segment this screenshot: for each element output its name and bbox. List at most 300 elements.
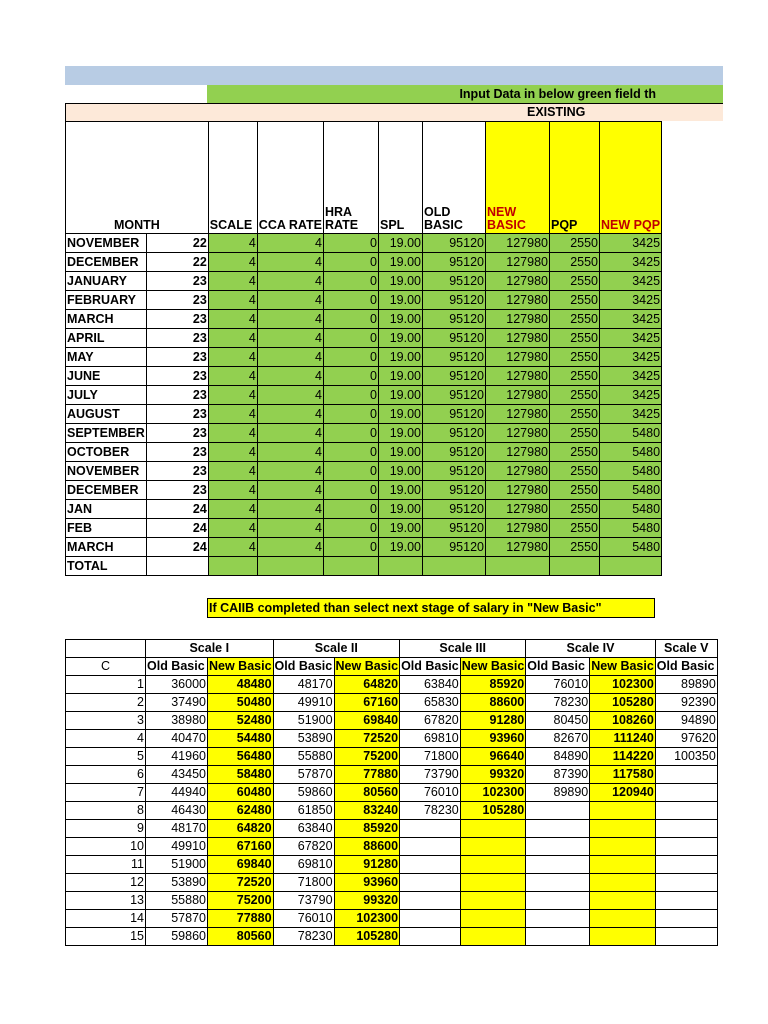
- new-basic-cell: [460, 856, 526, 874]
- stage-number: 5: [66, 748, 146, 766]
- scale-input[interactable]: 4: [208, 519, 257, 538]
- new-basic-cell: [460, 928, 526, 946]
- table-row: [66, 676, 718, 694]
- new-pqp-input[interactable]: 5480: [600, 462, 662, 481]
- new-basic-cell: 99320: [460, 766, 526, 784]
- new-basic-cell: 54480: [208, 730, 274, 748]
- scale-input[interactable]: 4: [208, 348, 257, 367]
- hra-input[interactable]: 0: [324, 424, 379, 443]
- new-basic-cell: 72520: [334, 730, 400, 748]
- new-basic-cell: [460, 838, 526, 856]
- table-row: [66, 838, 718, 856]
- pqp-input[interactable]: 2550: [550, 481, 600, 500]
- hra-input[interactable]: 0: [324, 481, 379, 500]
- new-basic-input[interactable]: 127980: [486, 386, 550, 405]
- month-cell: MAY: [66, 348, 147, 367]
- new-basic-cell: [590, 874, 656, 892]
- table-row: [66, 538, 662, 557]
- cca-input[interactable]: 4: [257, 443, 323, 462]
- new-pqp-input[interactable]: 3425: [600, 310, 662, 329]
- scale-input[interactable]: 4: [208, 234, 257, 253]
- new-pqp-input[interactable]: 3425: [600, 272, 662, 291]
- new-pqp-input[interactable]: 3425: [600, 367, 662, 386]
- new-pqp-input[interactable]: 3425: [600, 291, 662, 310]
- old-basic-cell: 63840: [273, 820, 334, 838]
- old-basic-input[interactable]: 95120: [423, 519, 486, 538]
- hra-input[interactable]: 0: [324, 386, 379, 405]
- new-basic-input[interactable]: 127980: [486, 424, 550, 443]
- hra-input[interactable]: 0: [324, 348, 379, 367]
- cca-input[interactable]: 4: [257, 386, 323, 405]
- spl-input[interactable]: 19.00: [379, 424, 423, 443]
- new-basic-input[interactable]: 127980: [486, 519, 550, 538]
- table-row: [66, 712, 718, 730]
- scale-input[interactable]: 4: [208, 405, 257, 424]
- old-basic-cell: 80450: [526, 712, 590, 730]
- hra-input[interactable]: 0: [324, 367, 379, 386]
- old-basic-cell: 59860: [273, 784, 334, 802]
- new-pqp-input[interactable]: 5480: [600, 443, 662, 462]
- header-new-basic: [486, 122, 550, 234]
- table-row: [66, 928, 718, 946]
- spl-input[interactable]: 19.00: [379, 367, 423, 386]
- header-cca: CCA RATE: [257, 122, 323, 234]
- spl-input[interactable]: 19.00: [379, 462, 423, 481]
- old-basic-input[interactable]: 95120: [423, 462, 486, 481]
- new-basic-cell: [590, 928, 656, 946]
- total-blank: [146, 557, 208, 576]
- new-basic-cell: 102300: [460, 784, 526, 802]
- cca-input[interactable]: 4: [257, 424, 323, 443]
- scale-input[interactable]: 4: [208, 538, 257, 557]
- stage-number: 13: [66, 892, 146, 910]
- old-basic-cell: 73790: [400, 766, 461, 784]
- new-basic-input[interactable]: 127980: [486, 253, 550, 272]
- new-basic-cell: 77880: [208, 910, 274, 928]
- pqp-input[interactable]: 2550: [550, 462, 600, 481]
- old-basic-cell: [400, 856, 461, 874]
- cca-input[interactable]: 4: [257, 234, 323, 253]
- new-basic-cell: 62480: [208, 802, 274, 820]
- spl-input[interactable]: 19.00: [379, 253, 423, 272]
- pqp-input[interactable]: 2550: [550, 424, 600, 443]
- year-cell: 24: [146, 538, 208, 557]
- new-pqp-input[interactable]: 5480: [600, 500, 662, 519]
- hra-input[interactable]: 0: [324, 538, 379, 557]
- scale-input[interactable]: 4: [208, 329, 257, 348]
- spl-input[interactable]: 19.00: [379, 329, 423, 348]
- caiib-note-text: If CAIIB completed than select next stage of salary in "New Basic": [209, 601, 602, 615]
- table-row: [66, 802, 718, 820]
- old-basic-input[interactable]: 95120: [423, 348, 486, 367]
- new-basic-input[interactable]: 127980: [486, 500, 550, 519]
- month-cell: MARCH: [66, 310, 147, 329]
- old-basic-cell: 55880: [273, 748, 334, 766]
- year-cell: 23: [146, 348, 208, 367]
- year-cell: 23: [146, 424, 208, 443]
- cca-input[interactable]: 4: [257, 500, 323, 519]
- old-basic-input[interactable]: 95120: [423, 538, 486, 557]
- spl-input[interactable]: 19.00: [379, 405, 423, 424]
- old-basic-input[interactable]: 95120: [423, 310, 486, 329]
- new-basic-cell: 88600: [460, 694, 526, 712]
- scale-input[interactable]: 4: [208, 443, 257, 462]
- old-basic-cell: 87390: [526, 766, 590, 784]
- stage-number: 11: [66, 856, 146, 874]
- pqp-input[interactable]: 2550: [550, 234, 600, 253]
- old-basic-cell: [526, 910, 590, 928]
- new-basic-cell: 111240: [590, 730, 656, 748]
- year-cell: 23: [146, 481, 208, 500]
- old-basic-input[interactable]: 95120: [423, 500, 486, 519]
- pqp-input[interactable]: 2550: [550, 519, 600, 538]
- new-pqp-input[interactable]: 3425: [600, 329, 662, 348]
- month-cell: DECEMBER: [66, 481, 147, 500]
- old-basic-input[interactable]: 95120: [423, 253, 486, 272]
- total-cell: [324, 557, 379, 576]
- new-pqp-input[interactable]: 5480: [600, 424, 662, 443]
- new-basic-input[interactable]: 127980: [486, 272, 550, 291]
- new-basic-input[interactable]: 127980: [486, 405, 550, 424]
- old-basic-cell: 78230: [273, 928, 334, 946]
- table-row: [66, 481, 662, 500]
- pqp-input[interactable]: 2550: [550, 538, 600, 557]
- table-row: [66, 694, 718, 712]
- scale-header-5: Scale V: [655, 640, 717, 658]
- total-cell: [208, 557, 257, 576]
- stage-number: 6: [66, 766, 146, 784]
- cca-input[interactable]: 4: [257, 538, 323, 557]
- new-basic-input[interactable]: 127980: [486, 481, 550, 500]
- scale-header-row: [66, 640, 718, 658]
- old-basic-cell: 89890: [526, 784, 590, 802]
- old-basic-input[interactable]: 95120: [423, 291, 486, 310]
- month-cell: APRIL: [66, 329, 147, 348]
- table-row: [66, 310, 662, 329]
- spl-input[interactable]: 19.00: [379, 538, 423, 557]
- new-basic-input[interactable]: 127980: [486, 538, 550, 557]
- table-row: [66, 424, 662, 443]
- old-basic-cell: [526, 928, 590, 946]
- new-basic-cell: [590, 838, 656, 856]
- pqp-input[interactable]: 2550: [550, 291, 600, 310]
- new-basic-cell: 72520: [208, 874, 274, 892]
- new-basic-header: New Basic: [460, 658, 526, 676]
- year-cell: 23: [146, 291, 208, 310]
- old-basic-cell: 51900: [273, 712, 334, 730]
- old-basic-cell: 84890: [526, 748, 590, 766]
- table-row: [66, 386, 662, 405]
- new-basic-cell: [590, 802, 656, 820]
- pqp-input[interactable]: 2550: [550, 348, 600, 367]
- table-row: [66, 766, 718, 784]
- cca-input[interactable]: 4: [257, 462, 323, 481]
- total-row: [66, 557, 662, 576]
- new-basic-cell: 52480: [208, 712, 274, 730]
- table-row: [66, 856, 718, 874]
- month-cell: FEB: [66, 519, 147, 538]
- new-basic-cell: 80560: [208, 928, 274, 946]
- new-pqp-input[interactable]: 5480: [600, 481, 662, 500]
- header-old-line2: BASIC: [424, 218, 463, 232]
- year-cell: 23: [146, 310, 208, 329]
- header-hra-line1: HRA: [325, 205, 353, 219]
- old-basic-cell: 73790: [273, 892, 334, 910]
- cca-input[interactable]: 4: [257, 405, 323, 424]
- old-basic-cell: 48170: [146, 820, 208, 838]
- month-cell: JANUARY: [66, 272, 147, 291]
- new-basic-cell: 56480: [208, 748, 274, 766]
- header-new-line1: NEW: [487, 205, 517, 219]
- new-pqp-input[interactable]: 3425: [600, 348, 662, 367]
- new-basic-cell: 117580: [590, 766, 656, 784]
- scale-header-4: Scale IV: [526, 640, 656, 658]
- spl-input[interactable]: 19.00: [379, 291, 423, 310]
- pqp-input[interactable]: 2550: [550, 500, 600, 519]
- spl-input[interactable]: 19.00: [379, 348, 423, 367]
- cca-input[interactable]: 4: [257, 253, 323, 272]
- hra-input[interactable]: 0: [324, 405, 379, 424]
- cca-input[interactable]: 4: [257, 348, 323, 367]
- year-cell: 23: [146, 386, 208, 405]
- new-pqp-input[interactable]: 3425: [600, 234, 662, 253]
- new-basic-cell: 69840: [208, 856, 274, 874]
- new-pqp-input[interactable]: 5480: [600, 538, 662, 557]
- old-basic-input[interactable]: 95120: [423, 367, 486, 386]
- old-basic-cell: 89890: [655, 676, 717, 694]
- new-pqp-input[interactable]: 3425: [600, 405, 662, 424]
- year-cell: 24: [146, 500, 208, 519]
- scale-input[interactable]: 4: [208, 291, 257, 310]
- scale-input[interactable]: 4: [208, 272, 257, 291]
- pqp-input[interactable]: 2550: [550, 386, 600, 405]
- hra-input[interactable]: 0: [324, 291, 379, 310]
- year-cell: 23: [146, 367, 208, 386]
- old-basic-cell: 76010: [400, 784, 461, 802]
- table-row: [66, 253, 662, 272]
- old-basic-input[interactable]: 95120: [423, 481, 486, 500]
- old-basic-cell: 55880: [146, 892, 208, 910]
- new-basic-cell: 64820: [208, 820, 274, 838]
- new-basic-cell: 102300: [590, 676, 656, 694]
- pqp-input[interactable]: 2550: [550, 329, 600, 348]
- scale-header-1: Scale I: [146, 640, 274, 658]
- header-scale: SCALE: [208, 122, 257, 234]
- new-basic-cell: 88600: [334, 838, 400, 856]
- old-basic-cell: 69810: [273, 856, 334, 874]
- old-basic-input[interactable]: 95120: [423, 405, 486, 424]
- cca-input[interactable]: 4: [257, 481, 323, 500]
- old-basic-cell: [655, 856, 717, 874]
- old-basic-input[interactable]: 95120: [423, 329, 486, 348]
- header-month: MONTH: [66, 122, 209, 234]
- stage-number: 2: [66, 694, 146, 712]
- existing-band: [65, 103, 723, 121]
- new-basic-input[interactable]: 127980: [486, 443, 550, 462]
- year-cell: 23: [146, 405, 208, 424]
- table-row: [66, 329, 662, 348]
- caiib-note: [207, 598, 655, 618]
- old-basic-input[interactable]: 95120: [423, 443, 486, 462]
- new-basic-cell: 105280: [590, 694, 656, 712]
- month-cell: MARCH: [66, 538, 147, 557]
- spl-input[interactable]: 19.00: [379, 481, 423, 500]
- new-basic-cell: [460, 910, 526, 928]
- total-cell: [379, 557, 423, 576]
- spl-input[interactable]: 19.00: [379, 310, 423, 329]
- hra-input[interactable]: 0: [324, 462, 379, 481]
- old-basic-cell: 49910: [273, 694, 334, 712]
- new-basic-cell: 114220: [590, 748, 656, 766]
- new-basic-cell: 99320: [334, 892, 400, 910]
- cca-input[interactable]: 4: [257, 519, 323, 538]
- old-basic-cell: 53890: [273, 730, 334, 748]
- total-cell: [550, 557, 600, 576]
- hra-input[interactable]: 0: [324, 310, 379, 329]
- new-basic-input[interactable]: 127980: [486, 291, 550, 310]
- cca-input[interactable]: 4: [257, 310, 323, 329]
- old-basic-cell: 78230: [400, 802, 461, 820]
- spl-input[interactable]: 19.00: [379, 519, 423, 538]
- hra-input[interactable]: 0: [324, 272, 379, 291]
- hra-input[interactable]: 0: [324, 253, 379, 272]
- old-basic-input[interactable]: 95120: [423, 386, 486, 405]
- spl-input[interactable]: 19.00: [379, 272, 423, 291]
- total-cell: [257, 557, 323, 576]
- old-basic-cell: [655, 892, 717, 910]
- scale-input[interactable]: 4: [208, 253, 257, 272]
- scale-input[interactable]: 4: [208, 367, 257, 386]
- hra-input[interactable]: 0: [324, 329, 379, 348]
- old-basic-cell: 63840: [400, 676, 461, 694]
- old-basic-input[interactable]: 95120: [423, 234, 486, 253]
- month-cell: FEBRUARY: [66, 291, 147, 310]
- scale-input[interactable]: 4: [208, 462, 257, 481]
- scale-input[interactable]: 4: [208, 481, 257, 500]
- old-basic-cell: 100350: [655, 748, 717, 766]
- spl-input[interactable]: 19.00: [379, 500, 423, 519]
- old-basic-cell: 67820: [400, 712, 461, 730]
- pqp-input[interactable]: 2550: [550, 443, 600, 462]
- old-basic-cell: 46430: [146, 802, 208, 820]
- old-basic-cell: [526, 838, 590, 856]
- old-basic-cell: 36000: [146, 676, 208, 694]
- spl-input[interactable]: 19.00: [379, 234, 423, 253]
- year-cell: 23: [146, 462, 208, 481]
- new-basic-cell: 80560: [334, 784, 400, 802]
- new-basic-cell: 50480: [208, 694, 274, 712]
- pqp-input[interactable]: 2550: [550, 310, 600, 329]
- stage-number: 1: [66, 676, 146, 694]
- table-row: [66, 784, 718, 802]
- old-basic-cell: 43450: [146, 766, 208, 784]
- table-row: [66, 405, 662, 424]
- old-basic-input[interactable]: 95120: [423, 424, 486, 443]
- pqp-input[interactable]: 2550: [550, 272, 600, 291]
- table-row: [66, 519, 662, 538]
- old-basic-cell: [400, 874, 461, 892]
- new-basic-input[interactable]: 127980: [486, 329, 550, 348]
- old-basic-cell: [526, 820, 590, 838]
- new-basic-cell: [590, 856, 656, 874]
- header-hra-line2: RATE: [325, 218, 359, 232]
- scale-input[interactable]: 4: [208, 386, 257, 405]
- new-basic-cell: 67160: [208, 838, 274, 856]
- hra-input[interactable]: 0: [324, 500, 379, 519]
- new-basic-input[interactable]: 127980: [486, 367, 550, 386]
- old-basic-cell: 94890: [655, 712, 717, 730]
- old-basic-cell: 41960: [146, 748, 208, 766]
- cca-input[interactable]: 4: [257, 291, 323, 310]
- scale-input[interactable]: 4: [208, 424, 257, 443]
- new-basic-input[interactable]: 127980: [486, 234, 550, 253]
- pqp-input[interactable]: 2550: [550, 253, 600, 272]
- instruction-text: Input Data in below green field th: [459, 87, 656, 101]
- hra-input[interactable]: 0: [324, 234, 379, 253]
- header-row: [66, 122, 662, 234]
- old-basic-cell: [655, 802, 717, 820]
- stage-number: 15: [66, 928, 146, 946]
- salary-scale-table: [65, 639, 718, 946]
- hra-input[interactable]: 0: [324, 443, 379, 462]
- scale-input[interactable]: 4: [208, 500, 257, 519]
- new-basic-cell: [590, 892, 656, 910]
- table-row: [66, 874, 718, 892]
- old-basic-cell: [526, 892, 590, 910]
- table-row: [66, 443, 662, 462]
- old-basic-header: Old Basic: [146, 658, 208, 676]
- stage-number: 14: [66, 910, 146, 928]
- table-row: [66, 820, 718, 838]
- table-row: [66, 910, 718, 928]
- new-pqp-input[interactable]: 3425: [600, 386, 662, 405]
- old-basic-cell: [526, 856, 590, 874]
- existing-label: EXISTING: [527, 105, 586, 119]
- scale-input[interactable]: 4: [208, 310, 257, 329]
- new-basic-cell: 91280: [334, 856, 400, 874]
- old-basic-cell: 57870: [146, 910, 208, 928]
- pqp-input[interactable]: 2550: [550, 367, 600, 386]
- new-basic-cell: 96640: [460, 748, 526, 766]
- old-basic-input[interactable]: 95120: [423, 272, 486, 291]
- new-basic-input[interactable]: 127980: [486, 310, 550, 329]
- old-basic-cell: [655, 766, 717, 784]
- new-basic-header: New Basic: [334, 658, 400, 676]
- new-basic-cell: 67160: [334, 694, 400, 712]
- table-row: [66, 272, 662, 291]
- spl-input[interactable]: 19.00: [379, 386, 423, 405]
- new-basic-header: New Basic: [208, 658, 274, 676]
- old-basic-header: Old Basic: [526, 658, 590, 676]
- cca-input[interactable]: 4: [257, 367, 323, 386]
- header-spl: SPL: [379, 122, 423, 234]
- old-basic-cell: [655, 838, 717, 856]
- new-basic-input[interactable]: 127980: [486, 348, 550, 367]
- spl-input[interactable]: 19.00: [379, 443, 423, 462]
- new-basic-input[interactable]: 127980: [486, 462, 550, 481]
- scale-header-3: Scale III: [400, 640, 526, 658]
- cca-input[interactable]: 4: [257, 272, 323, 291]
- cca-input[interactable]: 4: [257, 329, 323, 348]
- new-pqp-input[interactable]: 3425: [600, 253, 662, 272]
- hra-input[interactable]: 0: [324, 519, 379, 538]
- month-cell: NOVEMBER: [66, 234, 147, 253]
- table-row: [66, 730, 718, 748]
- new-pqp-input[interactable]: 5480: [600, 519, 662, 538]
- old-basic-cell: 78230: [526, 694, 590, 712]
- new-basic-cell: [590, 820, 656, 838]
- pqp-input[interactable]: 2550: [550, 405, 600, 424]
